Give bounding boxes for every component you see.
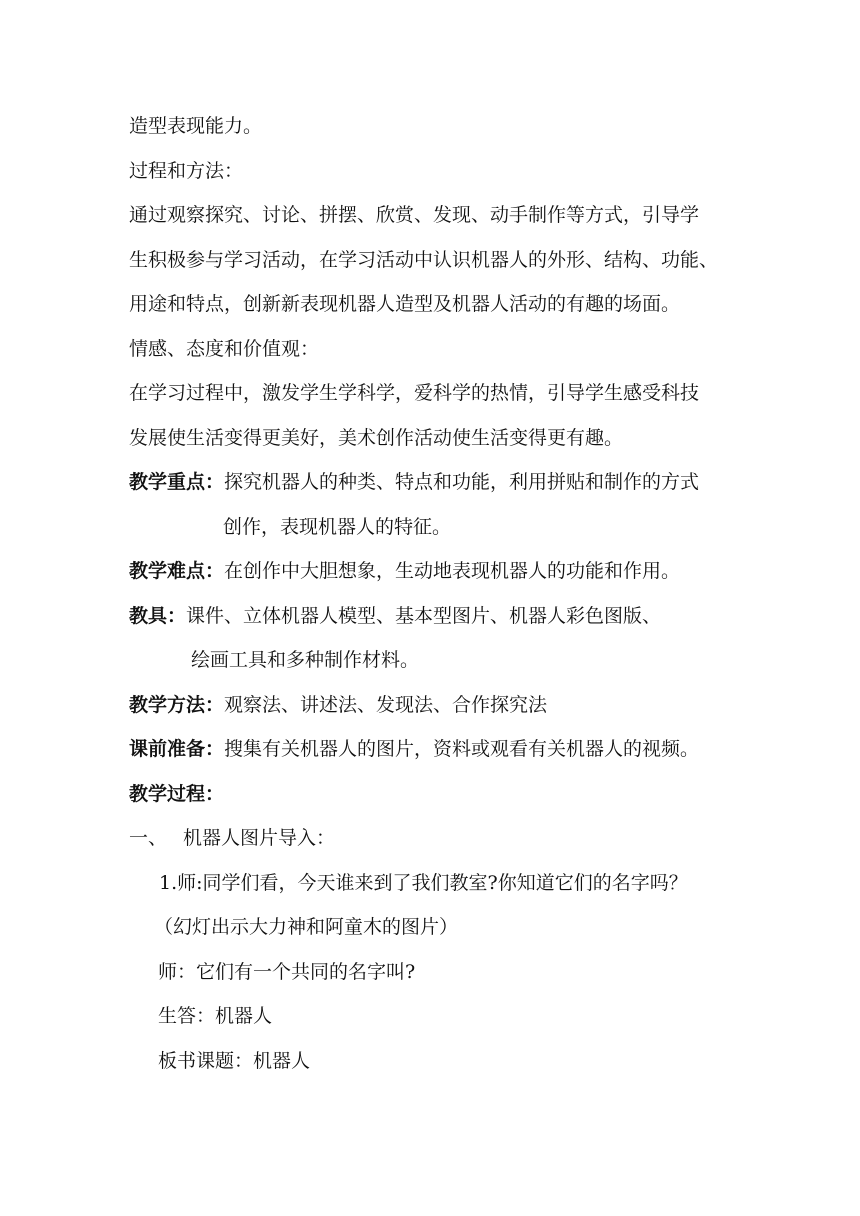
difficulties-label: 教学难点： [129, 560, 225, 582]
aids-text: 课件、立体机器人模型、基本型图片、机器人彩色图版、 [186, 605, 662, 627]
key-points-continuation: 创作，表现机器人的特征。 [223, 516, 452, 538]
paragraph-line: 生积极参与学习活动，在学习活动中认识机器人的外形、结构、功能、 [129, 249, 719, 271]
section-heading-emotion-values: 情感、态度和价值观： [129, 338, 320, 360]
preparation-label: 课前准备： [129, 738, 225, 760]
methods-row [129, 696, 547, 715]
teaching-process-heading: 教学过程： [129, 783, 225, 805]
preparation-text: 搜集有关机器人的图片，资料或观看有关机器人的视频。 [224, 738, 700, 760]
section-1-number: 一、 [129, 827, 168, 849]
aids-label: 教具： [129, 605, 187, 627]
paragraph-line: 通过观察探究、讨论、拼摆、欣赏、发现、动手制作等方式，引导学 [129, 204, 700, 226]
paragraph-line: 在学习过程中，激发学生学科学，爱科学的热情，引导学生感受科技 [129, 382, 700, 404]
paragraph-line: 造型表现能力。 [129, 115, 263, 137]
key-points-label: 教学重点： [129, 471, 225, 493]
board-title: 板书课题：机器人 [158, 1050, 311, 1072]
difficulties-text: 在创作中大胆想象，生动地表现机器人的功能和作用。 [224, 560, 681, 582]
teacher-question: 师：它们有一个共同的名字叫? [158, 961, 416, 983]
section-1-title: 机器人图片导入： [183, 827, 336, 849]
preparation-row [129, 740, 699, 759]
paragraph-line: 发展使生活变得更美好，美术创作活动使生活变得更有趣。 [129, 427, 624, 449]
paragraph-line: 用途和特点，创新新表现机器人造型及机器人活动的有趣的场面。 [129, 293, 681, 315]
difficulties-row [129, 562, 680, 581]
key-points-row [129, 473, 699, 492]
student-answer: 生答：机器人 [158, 1005, 273, 1027]
methods-text: 观察法、讲述法、发现法、合作探究法 [224, 694, 548, 716]
methods-label: 教学方法： [129, 694, 225, 716]
list-item: 1.师:同学们看，今天谁来到了我们教室?你知道它们的名字吗？ [159, 872, 688, 894]
section-heading-process-methods: 过程和方法： [129, 160, 244, 182]
aids-continuation: 绘画工具和多种制作材料。 [191, 649, 420, 671]
key-points-text: 探究机器人的种类、特点和功能，利用拼贴和制作的方式 [224, 471, 700, 493]
list-item-note: （幻灯出示大力神和阿童木的图片） [154, 916, 459, 938]
aids-row [129, 607, 661, 626]
